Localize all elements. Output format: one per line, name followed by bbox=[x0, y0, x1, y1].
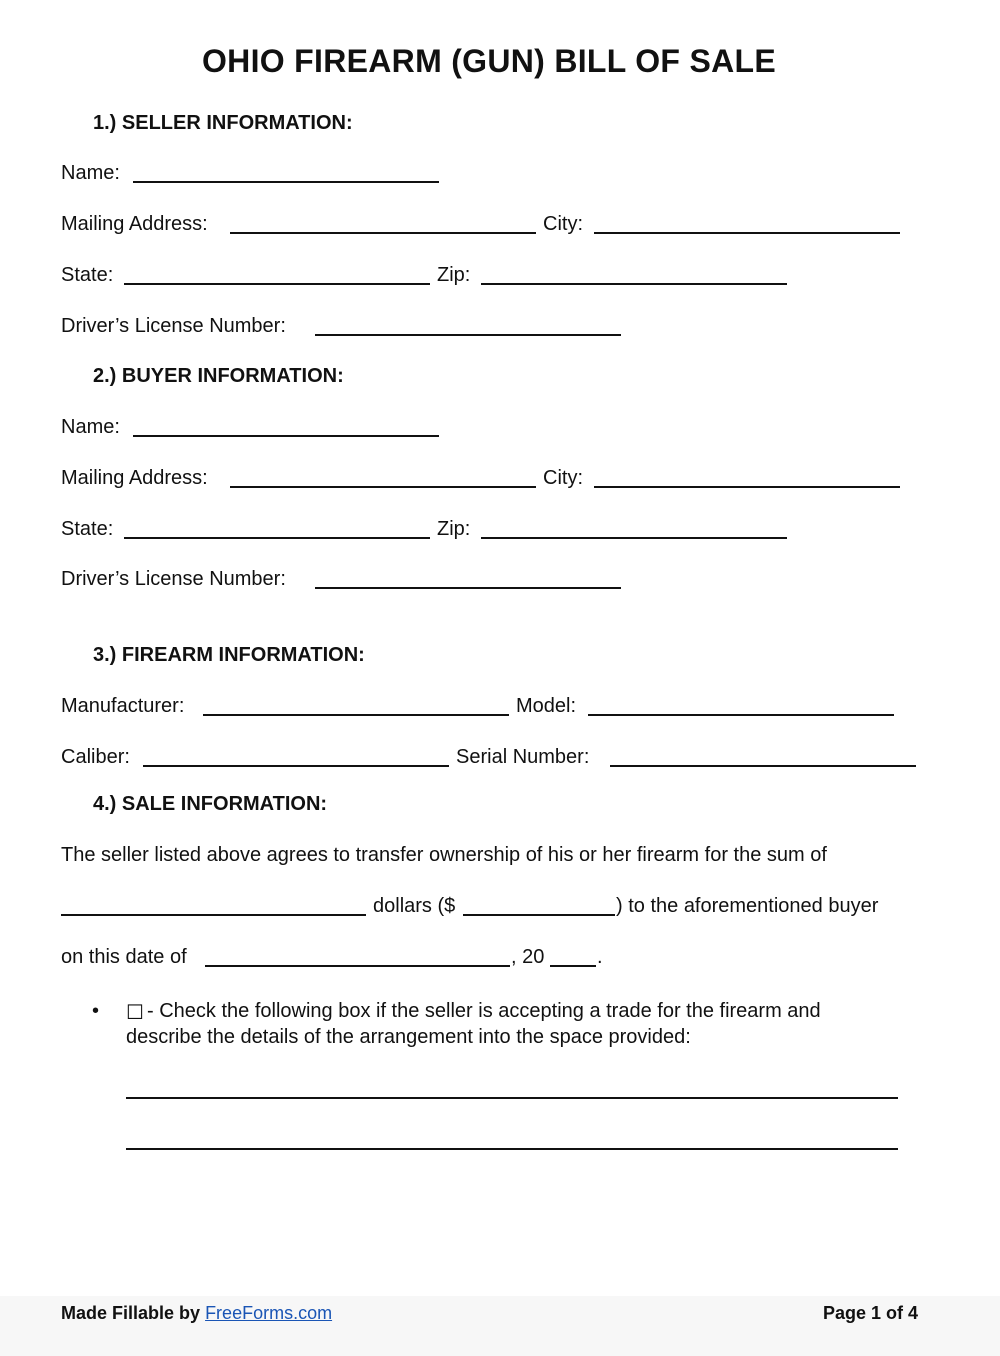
bullet-point: • bbox=[92, 1000, 100, 1022]
manufacturer-field[interactable] bbox=[203, 714, 509, 716]
seller-state-field[interactable] bbox=[124, 283, 430, 285]
footer-credit bbox=[61, 1303, 332, 1324]
sale-year-field[interactable] bbox=[550, 965, 596, 967]
manufacturer-label: Manufacturer: bbox=[61, 695, 185, 717]
model-field[interactable] bbox=[588, 714, 894, 716]
sale-heading: 4.) SALE INFORMATION: bbox=[93, 793, 328, 815]
seller-name-field[interactable] bbox=[133, 181, 439, 183]
seller-mailing-label: Mailing Address: bbox=[61, 213, 208, 235]
seller-license-label: Driver’s License Number: bbox=[61, 315, 286, 337]
buyer-zip-field[interactable] bbox=[481, 537, 787, 539]
trade-text-line-2: describe the details of the arrangement into the space provided: bbox=[126, 1026, 691, 1048]
freeforms-link[interactable]: FreeForms.com bbox=[205, 1303, 333, 1323]
made-fillable-text: Made Fillable by bbox=[61, 1303, 201, 1323]
dollars-label: dollars ($ bbox=[373, 895, 456, 917]
date-label: on this date of bbox=[61, 946, 187, 968]
sale-sentence: The seller listed above agrees to transfer ownership of his or her firearm for the sum of bbox=[61, 844, 827, 866]
firearm-heading: 3.) FIREARM INFORMATION: bbox=[93, 644, 365, 666]
sale-date-field[interactable] bbox=[205, 965, 510, 967]
year-suffix: . bbox=[597, 946, 603, 968]
caliber-label: Caliber: bbox=[61, 746, 130, 768]
serial-number-field[interactable] bbox=[610, 765, 916, 767]
seller-state-label: State: bbox=[61, 264, 114, 286]
seller-heading: 1.) SELLER INFORMATION: bbox=[93, 112, 353, 134]
seller-city-label: City: bbox=[543, 213, 583, 235]
seller-license-field[interactable] bbox=[315, 334, 621, 336]
seller-name-label: Name: bbox=[61, 162, 120, 184]
buyer-state-field[interactable] bbox=[124, 537, 430, 539]
buyer-license-label: Driver’s License Number: bbox=[61, 568, 286, 590]
buyer-license-field[interactable] bbox=[315, 587, 621, 589]
trade-details-line-1[interactable] bbox=[126, 1097, 898, 1099]
trade-text-line-1: - Check the following box if the seller is accepting a trade for the firearm and bbox=[147, 1000, 821, 1022]
buyer-mailing-label: Mailing Address: bbox=[61, 467, 208, 489]
sale-amount-number-field[interactable] bbox=[463, 914, 615, 916]
seller-city-field[interactable] bbox=[594, 232, 900, 234]
year-prefix: , 20 bbox=[511, 946, 545, 968]
page-number: Page 1 of 4 bbox=[822, 1303, 918, 1323]
to-buyer-label: ) to the aforementioned buyer bbox=[616, 895, 879, 917]
buyer-zip-label: Zip: bbox=[437, 518, 471, 540]
buyer-mailing-field[interactable] bbox=[230, 486, 536, 488]
buyer-heading: 2.) BUYER INFORMATION: bbox=[93, 365, 344, 387]
caliber-field[interactable] bbox=[143, 765, 449, 767]
buyer-name-field[interactable] bbox=[133, 435, 439, 437]
seller-mailing-field[interactable] bbox=[230, 232, 536, 234]
document-title: OHIO FIREARM (GUN) BILL OF SALE bbox=[201, 43, 777, 79]
model-label: Model: bbox=[516, 695, 577, 717]
trade-checkbox[interactable]: ☐ bbox=[126, 1002, 144, 1024]
trade-details-line-2[interactable] bbox=[126, 1148, 898, 1150]
buyer-name-label: Name: bbox=[61, 416, 120, 438]
sale-amount-words-field[interactable] bbox=[61, 914, 366, 916]
seller-zip-field[interactable] bbox=[481, 283, 787, 285]
seller-zip-label: Zip: bbox=[437, 264, 471, 286]
serial-number-label: Serial Number: bbox=[456, 746, 590, 768]
buyer-city-field[interactable] bbox=[594, 486, 900, 488]
buyer-city-label: City: bbox=[543, 467, 583, 489]
buyer-state-label: State: bbox=[61, 518, 114, 540]
